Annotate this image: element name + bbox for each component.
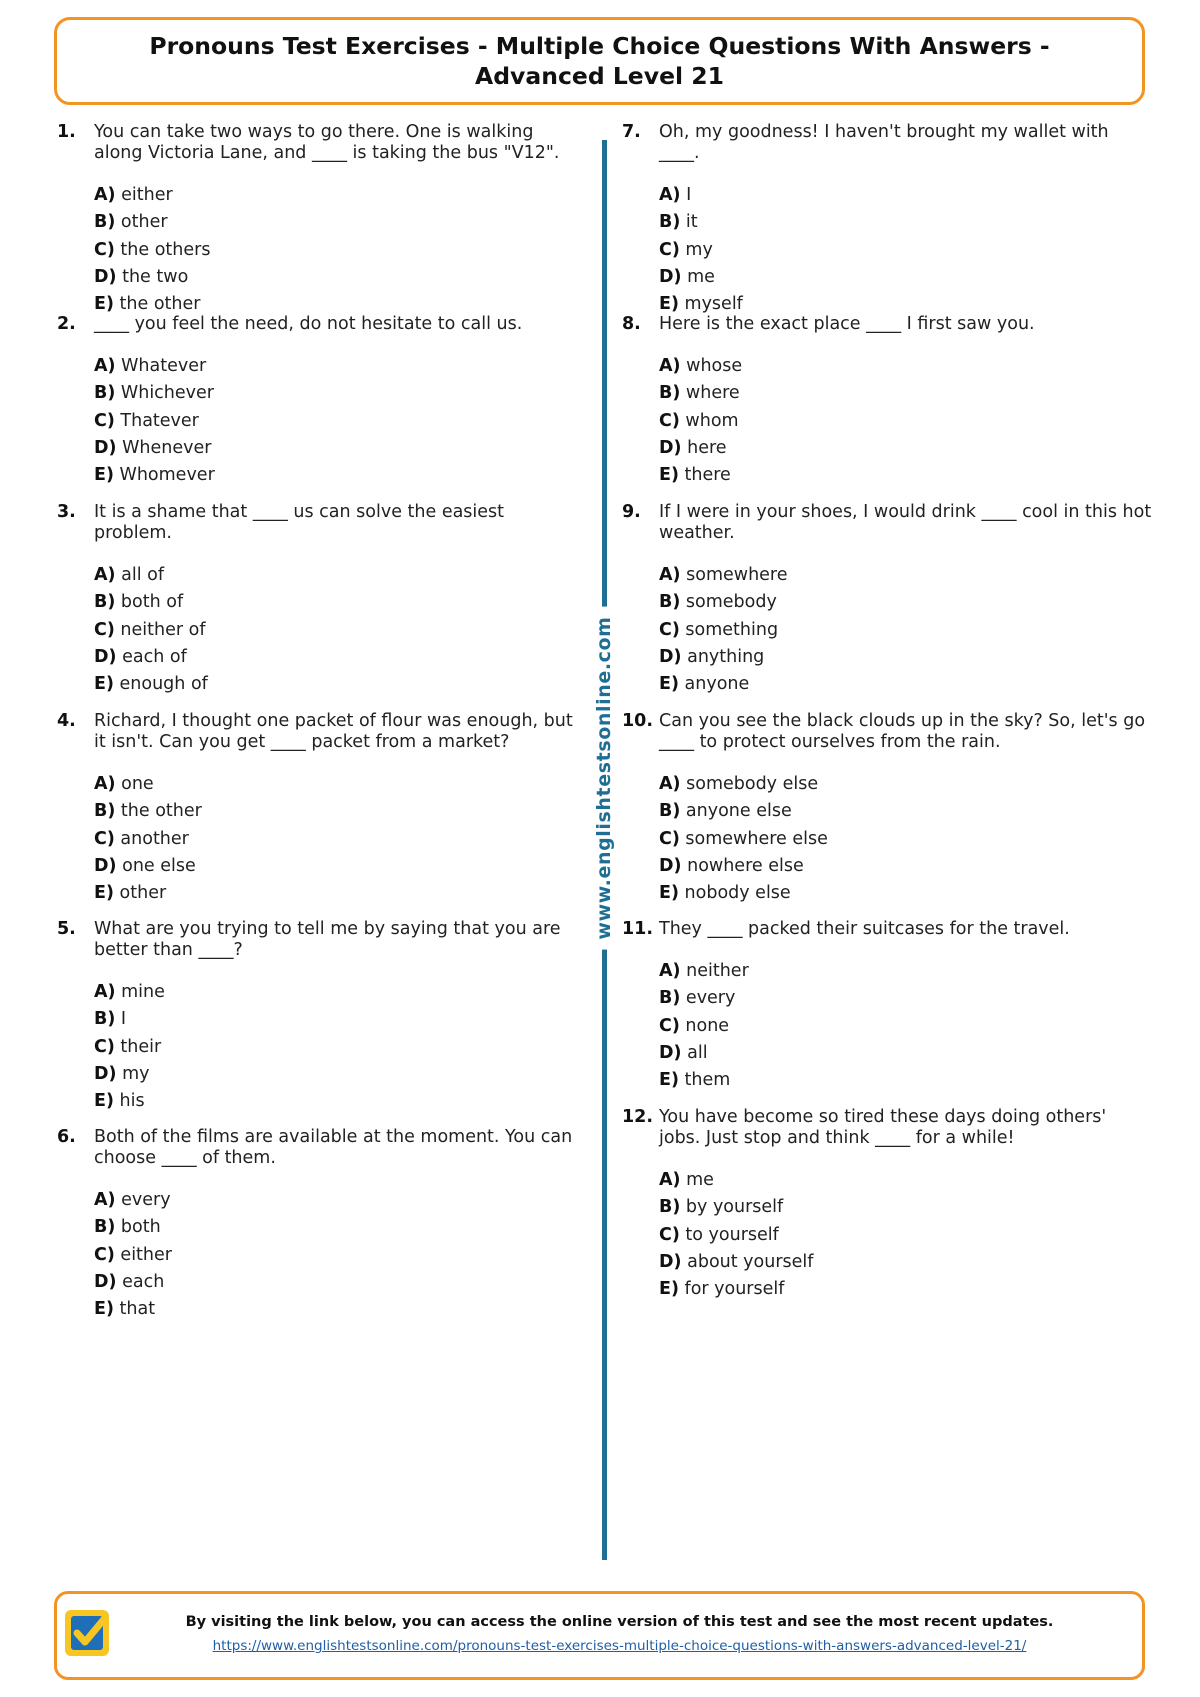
right-column	[622, 122, 1152, 1303]
question-3	[57, 502, 587, 711]
option-b[interactable]: B) it	[659, 212, 698, 233]
question-text: Can you see the black clouds up in the sky? So, let's go ____ to protect ourselves from the rain.	[659, 711, 1146, 752]
question-11	[622, 919, 1152, 1107]
question-text: It is a shame that ____ us can solve the easiest problem.	[94, 502, 505, 543]
option-a[interactable]: A) somewhere	[659, 565, 788, 585]
option-c[interactable]: C) another	[94, 828, 189, 849]
question-number: 5.	[57, 919, 76, 939]
left-column	[57, 122, 587, 1323]
option-b[interactable]: B) both	[94, 1217, 161, 1238]
option-c[interactable]: C) their	[94, 1036, 162, 1057]
option-e[interactable]: E) his	[94, 1091, 145, 1112]
option-c[interactable]: C) something	[659, 619, 779, 640]
question-4	[57, 711, 587, 919]
page-title: Pronouns Test Exercises - Multiple Choice Questions With Answers - Advanced Level 21	[149, 32, 1050, 90]
option-list	[57, 353, 587, 489]
option-b[interactable]: B) Whichever	[94, 383, 214, 404]
option-e[interactable]: E) them	[659, 1070, 731, 1091]
option-c[interactable]: C) neither of	[94, 619, 206, 640]
question-number: 1.	[57, 122, 76, 142]
option-b[interactable]: B) anyone else	[659, 801, 792, 822]
question-10	[622, 711, 1152, 919]
option-e[interactable]: E) enough of	[94, 674, 208, 695]
option-d[interactable]: D) my	[94, 1063, 150, 1084]
option-list	[57, 182, 587, 318]
option-e[interactable]: E) Whomever	[94, 465, 215, 486]
option-b[interactable]: B) other	[94, 212, 168, 233]
option-b[interactable]: B) by yourself	[659, 1197, 784, 1218]
vertical-site-text: www.englishtestsonline.com	[593, 606, 615, 949]
question-text: You can take two ways to go there. One is walking along Victoria Lane, and ____ is taking the bus "V12".	[94, 122, 560, 163]
question-text: What are you trying to tell me by saying that you are better than ____?	[94, 919, 561, 960]
option-d[interactable]: D) Whenever	[94, 437, 212, 458]
option-e[interactable]: E) anyone	[659, 674, 750, 695]
question-text: Richard, I thought one packet of flour was enough, but it isn't. Can you get ____ packet from a market?	[94, 711, 573, 752]
option-d[interactable]: D) each	[94, 1271, 165, 1292]
question-9	[622, 502, 1152, 711]
question-2	[57, 314, 587, 502]
option-d[interactable]: D) nowhere else	[659, 855, 804, 876]
option-c[interactable]: C) somewhere else	[659, 828, 828, 849]
question-8	[622, 314, 1152, 502]
question-number: 12.	[622, 1107, 654, 1127]
option-e[interactable]: E) for yourself	[659, 1279, 785, 1300]
question-7	[622, 122, 1152, 314]
option-b[interactable]: B) somebody	[659, 592, 777, 613]
question-number: 4.	[57, 711, 76, 731]
option-a[interactable]: A) I	[659, 185, 692, 205]
option-c[interactable]: C) Thatever	[94, 410, 199, 431]
question-text: Both of the films are available at the moment. You can choose ____ of them.	[94, 1127, 573, 1168]
question-12	[622, 1107, 1152, 1303]
option-a[interactable]: A) Whatever	[94, 356, 207, 376]
option-d[interactable]: D) the two	[94, 266, 189, 287]
option-e[interactable]: E) nobody else	[659, 883, 791, 904]
option-a[interactable]: A) one	[94, 774, 154, 794]
option-a[interactable]: A) somebody else	[659, 774, 819, 794]
option-b[interactable]: B) I	[94, 1009, 127, 1030]
option-a[interactable]: A) every	[94, 1190, 171, 1210]
footer-note: By visiting the link below, you can access the online version of this test and see the most recent updates.	[185, 1614, 1054, 1630]
option-e[interactable]: E) that	[94, 1299, 156, 1320]
question-text: If I were in your shoes, I would drink ____ cool in this hot weather.	[659, 502, 1152, 543]
option-a[interactable]: A) whose	[659, 356, 743, 376]
option-c[interactable]: C) either	[94, 1244, 172, 1265]
question-number: 9.	[622, 502, 641, 522]
option-list	[622, 1167, 1152, 1303]
question-text: You have become so tired these days doing others' jobs. Just stop and think ____ for a while!	[659, 1107, 1107, 1148]
online-test-link[interactable]: https://www.englishtestsonline.com/pronouns-test-exercises-multiple-choice-questions-with-answers-advanced-level-21/	[212, 1638, 1027, 1654]
question-number: 3.	[57, 502, 76, 522]
option-list	[622, 771, 1152, 907]
question-text: Here is the exact place ____ I first saw you.	[659, 314, 1035, 334]
option-list	[622, 958, 1152, 1094]
option-b[interactable]: B) every	[659, 988, 736, 1009]
option-d[interactable]: D) about yourself	[659, 1251, 814, 1272]
question-6	[57, 1127, 587, 1323]
option-d[interactable]: D) all	[659, 1042, 708, 1063]
option-d[interactable]: D) here	[659, 437, 727, 458]
option-b[interactable]: B) the other	[94, 801, 202, 822]
option-b[interactable]: B) where	[659, 383, 740, 404]
question-number: 11.	[622, 919, 654, 939]
option-list	[57, 771, 587, 907]
footer-box	[54, 1591, 1145, 1680]
option-d[interactable]: D) anything	[659, 646, 765, 667]
option-a[interactable]: A) either	[94, 185, 173, 205]
option-e[interactable]: E) myself	[659, 294, 743, 315]
option-list	[622, 353, 1152, 489]
option-e[interactable]: E) other	[94, 883, 167, 904]
option-list	[622, 182, 1152, 318]
option-c[interactable]: C) to yourself	[659, 1224, 779, 1245]
question-number: 8.	[622, 314, 641, 334]
question-5	[57, 919, 587, 1127]
option-e[interactable]: E) the other	[94, 294, 201, 315]
option-d[interactable]: D) each of	[94, 646, 187, 667]
option-a[interactable]: A) me	[659, 1170, 714, 1190]
option-a[interactable]: A) mine	[94, 982, 165, 1002]
option-b[interactable]: B) both of	[94, 592, 184, 613]
option-a[interactable]: A) all of	[94, 565, 165, 585]
question-number: 10.	[622, 711, 654, 731]
option-list	[57, 979, 587, 1115]
option-c[interactable]: C) none	[659, 1015, 730, 1036]
option-list	[622, 562, 1152, 698]
option-list	[57, 562, 587, 698]
question-text: They ____ packed their suitcases for the travel.	[659, 919, 1070, 939]
question-1	[57, 122, 587, 314]
option-c[interactable]: C) my	[659, 239, 713, 260]
option-c[interactable]: C) the others	[94, 239, 211, 260]
question-number: 2.	[57, 314, 76, 334]
option-a[interactable]: A) neither	[659, 961, 749, 981]
title-box	[54, 17, 1145, 105]
option-e[interactable]: E) there	[659, 465, 731, 486]
question-number: 7.	[622, 122, 641, 142]
option-d[interactable]: D) one else	[94, 855, 196, 876]
option-c[interactable]: C) whom	[659, 410, 739, 431]
question-text: Oh, my goodness! I haven't brought my wallet with ____.	[659, 122, 1109, 163]
option-d[interactable]: D) me	[659, 266, 715, 287]
question-number: 6.	[57, 1127, 76, 1147]
option-list	[57, 1187, 587, 1323]
question-text: ____ you feel the need, do not hesitate to call us.	[94, 314, 523, 334]
